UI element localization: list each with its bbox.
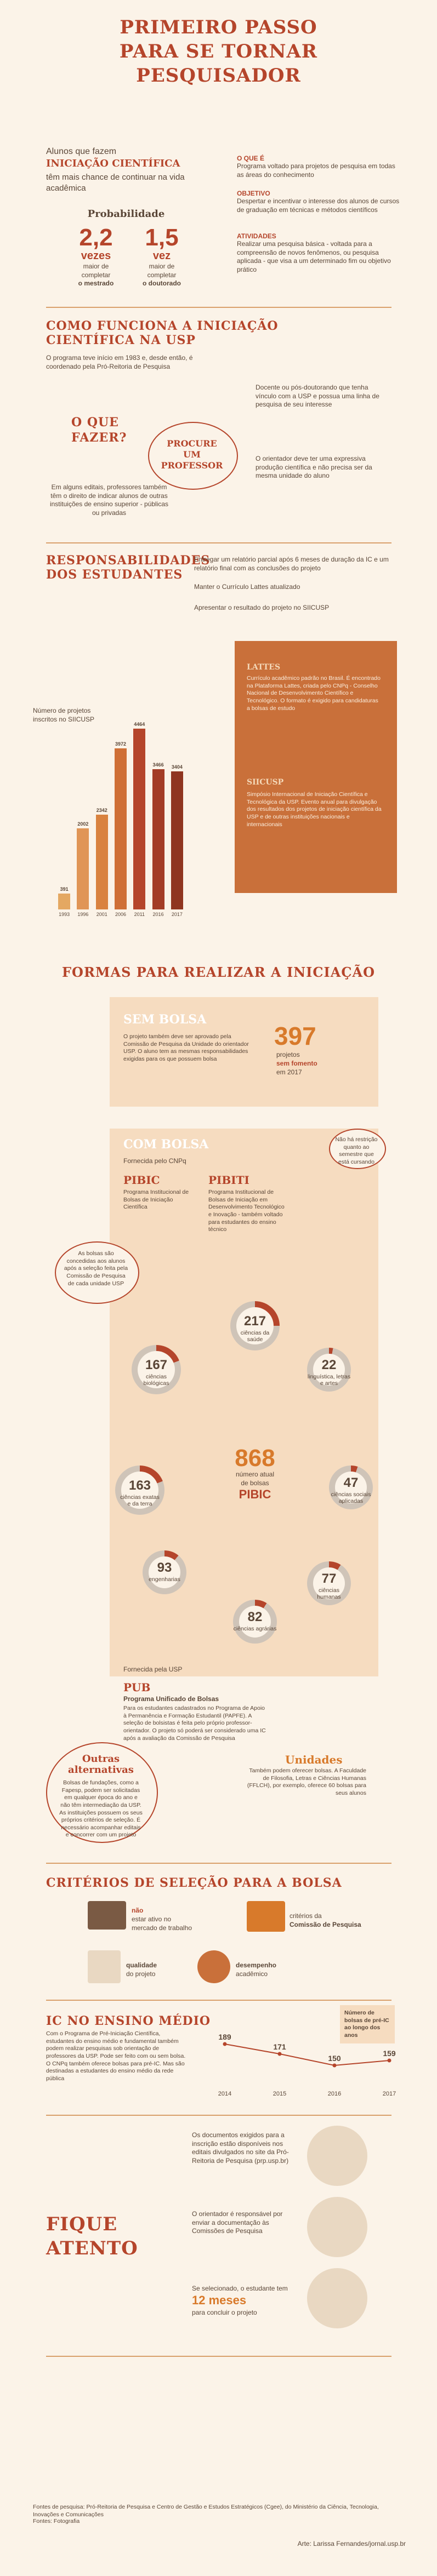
center-stat — [219, 1446, 291, 1502]
activities-block — [237, 232, 401, 274]
footer-credit: Arte: Larissa Fernandes/jornal.usp.br — [297, 2540, 406, 2548]
group-icon — [247, 1901, 285, 1932]
activities-text: Realizar uma pesquisa básica - voltada para a compreensão de novos fenômenos, ou pesquisa aplicada - que visa a um determinado fim ou objetivo prático — [237, 240, 391, 273]
donut-label-6 — [233, 1610, 277, 1632]
line-value-2016: 150 — [328, 2054, 341, 2063]
donut-label-0 — [233, 1314, 277, 1343]
how-title-2: CIENTÍFICA NA USP — [46, 333, 196, 347]
tip-1: Os documentos exigidos para a inscrição estão disponíveis nos editais divulgados no site da Pró-Reitoria de Pesquisa (prp.usp.br) — [192, 2131, 289, 2165]
bar-chart — [55, 707, 186, 909]
tip-3b: 12 meses — [192, 2293, 247, 2307]
document-icon — [307, 2126, 367, 2186]
phd-value: 1,5 — [145, 224, 179, 251]
divider — [46, 542, 391, 543]
bar-year-1993: 1993 — [59, 912, 70, 917]
no-grant-text: O projeto também deve ser aprovado pela Comissão de Pesquisa da Unidade do orientador USP. O aluno tem as mesmas responsabilidades exigidas para os que possuem bolsa — [123, 1033, 249, 1062]
pibiti-text: Programa Institucional de Bolsas de Iniciação em Desenvolvimento Tecnológico e Inovação - também voltado para estudantes do ensino técnico — [208, 1189, 285, 1233]
no-grant-l2: sem fomento — [276, 1060, 317, 1067]
no-grant-num: 397 — [274, 1022, 316, 1050]
hs-legend: Número de bolsas de pré-IC ao longo dos anos — [344, 2010, 389, 2039]
line-value-2017: 159 — [383, 2049, 396, 2058]
goal-title: OBJETIVO — [237, 190, 270, 197]
goal-block — [237, 190, 401, 214]
criteria-4b: acadêmico — [236, 1970, 268, 1978]
criteria-title: CRITÉRIOS DE SELEÇÃO PARA A BOLSA — [46, 1876, 342, 1890]
pibic-text: Programa Institucional de Bolsas de Iniciação Científica — [123, 1189, 189, 1211]
criteria-4a: desempenho — [236, 1961, 277, 1969]
trophy-icon — [197, 1950, 230, 1983]
other-title-1: Outras — [82, 1753, 120, 1765]
bar-year-2001: 2001 — [96, 912, 107, 917]
what-title: O QUE É — [237, 154, 265, 162]
checklist-icon — [88, 1950, 121, 1983]
criteria-1b: estar ativo no — [132, 1915, 172, 1923]
pub-sub: Programa Unificado de Bolsas — [123, 1695, 219, 1703]
criteria-1c: mercado de trabalho — [132, 1924, 192, 1932]
line-value-2014: 189 — [218, 2033, 231, 2041]
donut-category-3: ciências exatas e da terra — [120, 1493, 160, 1508]
line-value-2015: 171 — [273, 2042, 286, 2051]
donut-value-5: 93 — [157, 1560, 172, 1575]
divider — [46, 307, 391, 308]
footer-sources-2: Fontes: Fotografia — [33, 2518, 80, 2525]
activities-title: ATIVIDADES — [237, 232, 276, 240]
building-icon — [307, 2197, 367, 2257]
other-text: Bolsas de fundações, como a Fapesp, podem ser solicitadas em qualquer época do ano e não têm intermediação da USP. As instituições possuem os seus próprios critérios de seleção. É necessário acompanhar editais e concorrer com um projeto — [59, 1779, 143, 1839]
divider — [46, 2356, 391, 2357]
bar-year-1996: 1996 — [77, 912, 89, 917]
criteria-2a: critérios da — [290, 1912, 322, 1920]
units-title: Unidades — [285, 1753, 343, 1766]
line-year-2014: 2014 — [218, 2091, 232, 2097]
bar-value-2011: 4464 — [134, 722, 145, 728]
donut-value-1: 167 — [145, 1358, 168, 1372]
no-grant-title: SEM BOLSA — [123, 1012, 207, 1027]
students-highlight: INICIAÇÃO CIENTÍFICA — [46, 158, 180, 169]
forms-title: FORMAS PARA REALIZAR A INICIAÇÃO — [62, 964, 375, 980]
divider — [46, 2000, 391, 2001]
phd-desc-2: completar — [147, 271, 177, 279]
lattes-text: Currículo acadêmico padrão no Brasil. É encontrado na Plataforma Lattes, criada pelo CNPq - Conselho Nacional de Desenvolvimento Científico e Tecnológico. O formato é exigido para candidaturas a bolsas de estudo — [247, 675, 381, 712]
master-desc-1: maior de — [83, 262, 109, 270]
resp-item-2: Manter o Currículo Lattes atualizado — [194, 583, 300, 591]
divider — [46, 2115, 391, 2116]
title-line-2: PARA SE TORNAR — [119, 41, 318, 62]
master-desc-3: o mestrado — [78, 279, 114, 288]
bubble-left-text: As bolsas são concedidas aos alunos após a seleção feita pela Comissão de Pesquisa de cada unidade USP — [64, 1250, 128, 1287]
resp-item-3: Apresentar o resultado do projeto no SIICUSP — [194, 604, 330, 611]
resp-title-1: RESPONSABILIDADES — [46, 553, 211, 568]
students-text-1: Alunos que fazem — [46, 147, 117, 156]
line-year-2017: 2017 — [382, 2091, 396, 2097]
phd-desc-1: maior de — [149, 262, 175, 270]
usp-note: Fornecida pela USP — [123, 1665, 183, 1673]
footer-sources: Fontes de pesquisa: Pró-Reitoria de Pesquisa e Centro de Gestão e Estudos Estratégicos (Cgee), do Ministério da Ciência, Tecnologia, Inovações e Comunicações — [33, 2504, 379, 2518]
title-line-1: PRIMEIRO PASSO — [120, 16, 317, 38]
donut-value-7: 77 — [321, 1571, 337, 1586]
center-l3: PIBIC — [239, 1487, 271, 1502]
briefcase-icon — [88, 1901, 126, 1930]
bar-year-2006: 2006 — [115, 912, 126, 917]
center-l1: número atual — [235, 1470, 275, 1478]
line-point-2015 — [278, 2052, 282, 2056]
other-title-2: alternativas — [68, 1764, 134, 1776]
bar-year-2017: 2017 — [171, 912, 183, 917]
donut-category-1: ciências biológicas — [143, 1373, 169, 1387]
criteria-2b: Comissão de Pesquisa — [290, 1921, 361, 1928]
resp-title-2: DOS ESTUDANTES — [46, 568, 183, 582]
grant-title: COM BOLSA — [123, 1137, 209, 1152]
master-value: 2,2 — [79, 224, 113, 251]
line-point-2014 — [223, 2042, 227, 2046]
tip-3c: para concluir o projeto — [192, 2309, 257, 2316]
criteria-3a: qualidade — [126, 1961, 157, 1969]
donut-category-2: linguística, letras e artes — [307, 1373, 351, 1387]
what-do-2: FAZER? — [71, 431, 127, 445]
donut-category-7: ciências humanas — [317, 1587, 341, 1601]
how-right-bottom: O orientador deve ter uma expressiva produção científica e não precisa ser da mesma unidade do aluno — [256, 455, 372, 480]
pibic-title: PIBIC — [123, 1173, 160, 1187]
donut-value-2: 22 — [321, 1358, 337, 1372]
tip-3a: Se selecionado, o estudante tem — [192, 2285, 288, 2292]
bar-value-2016: 3466 — [152, 762, 164, 768]
donut-category-4: ciências sociais aplicadas — [331, 1491, 371, 1505]
criteria-3b: do projeto — [126, 1970, 156, 1978]
tips-title-1: FIQUE — [46, 2213, 118, 2235]
no-restriction: Não há restrição quanto ao semestre que está cursando — [335, 1136, 378, 1165]
bar-chart-x-axis — [55, 912, 186, 920]
line-point-2017 — [388, 2059, 391, 2063]
title-line-3: PESQUISADOR — [136, 65, 301, 87]
donut-label-7 — [307, 1571, 351, 1601]
bar-value-1996: 2002 — [77, 821, 89, 827]
phd-unit: vez — [152, 250, 171, 262]
donut-label-3 — [118, 1478, 162, 1508]
line-year-2015: 2015 — [273, 2091, 287, 2097]
bar-1996 — [77, 828, 89, 909]
search-1: PROCURE — [167, 438, 217, 449]
resp-item-1: Entregar um relatório parcial após 6 meses de duração da IC e um relatório final com as conclusões do projeto — [194, 556, 389, 572]
bar-value-2006: 3972 — [115, 741, 126, 747]
bar-year-2016: 2016 — [152, 912, 164, 917]
chart-label-2: inscritos no SIICUSP — [33, 715, 95, 723]
line-year-2016: 2016 — [327, 2091, 342, 2097]
tips-title-2: ATENTO — [46, 2237, 138, 2259]
calendar-icon — [307, 2268, 367, 2328]
tip-2: O orientador é responsável por enviar a documentação às Comissões de Pesquisa — [192, 2210, 283, 2235]
lattes-title: LATTES — [247, 663, 281, 672]
how-text: O programa teve início em 1983 e, desde então, é coordenado pela Pró-Reitoria de Pesquisa — [46, 354, 193, 370]
pub-text: Para os estudantes cadastrados no Programa de Apoio à Permanência e Formação Estudantil (PAPFE). A seleção de bolsistas é feita pelo próprio professor-orientador. O projeto só poderá ser considerado uma IC após a avaliação da Comissão de Pesquisa — [123, 1705, 266, 1742]
criteria-1a: não — [132, 1907, 144, 1914]
siicusp-text: Simpósio Internacional de Iniciação Científica e Tecnológica da USP. Evento anual para divulgação dos resultados dos projetos de iniciação científica da USP e de outras instituições nacionais e internacionais — [247, 791, 382, 828]
pibiti-title: PIBITI — [208, 1173, 249, 1187]
master-unit: vezes — [81, 250, 111, 262]
how-title-1: COMO FUNCIONA A INICIAÇÃO — [46, 319, 279, 333]
search-3: PROFESSOR — [161, 460, 223, 471]
how-left-note: Em alguns editais, professores também têm o direito de indicar alunos de outras instituições de ensino superior - públicas ou privadas — [49, 483, 169, 517]
bar-value-2017: 3404 — [171, 764, 183, 770]
donut-category-0: ciências da saúde — [240, 1329, 270, 1343]
phd-stat — [132, 226, 192, 288]
donut-value-0: 217 — [243, 1314, 266, 1329]
probability-label: Probabilidade — [87, 208, 165, 220]
master-stat — [66, 226, 126, 288]
what-block — [237, 154, 401, 179]
donut-category-6: ciências agrárias — [233, 1625, 277, 1632]
how-right-top: Docente ou pós-doutorando que tenha vínculo com a USP e possua uma linha de pesquisa de seu interesse — [256, 383, 379, 409]
bar-year-2011: 2011 — [134, 912, 145, 917]
hs-text: Com o Programa de Pré-Iniciação Científica, estudantes do ensino médio e fundamental também podem realizar pesquisas sob orientação de professores da USP. Pode ser feito com ou sem bolsa. O CNPq também oferece bolsas para pré-IC. Mas são destinadas a estudantes do ensino médio da rede pública — [46, 2030, 186, 2082]
bar-value-2001: 2342 — [96, 807, 107, 813]
students-text-2: têm mais chance de continuar na vida acadêmica — [46, 173, 185, 193]
bar-2006 — [115, 748, 127, 909]
bar-2017 — [171, 771, 183, 909]
line-chart — [214, 2027, 400, 2104]
bar-value-1993: 391 — [60, 886, 69, 892]
line-series — [225, 2044, 389, 2065]
bar-2001 — [96, 815, 108, 909]
siicusp-title: SIICUSP — [247, 778, 284, 787]
donut-value-3: 163 — [128, 1478, 151, 1493]
what-text: Programa voltado para projetos de pesquisa em todas as áreas do conhecimento — [237, 162, 395, 179]
hs-title: IC NO ENSINO MÉDIO — [46, 2014, 211, 2028]
center-l2: de bolsas — [241, 1479, 269, 1487]
search-2: UM — [183, 449, 201, 460]
goal-text: Despertar e incentivar o interesse dos alunos de cursos de graduação em técnicas e métodos científicos — [237, 197, 400, 214]
line-point-2016 — [333, 2064, 337, 2068]
bar-2011 — [133, 729, 145, 909]
bar-2016 — [152, 769, 164, 909]
units-text: Também podem oferecer bolsas. A Faculdade de Filosofia, Letras e Ciências Humanas (FFLCH), por exemplo, oferece 60 bolsas para seus alunos — [247, 1767, 366, 1796]
no-grant-l3: em 2017 — [276, 1068, 302, 1076]
donut-category-5: engenharias — [149, 1576, 180, 1583]
what-do-1: O QUE — [71, 415, 119, 430]
donut-label-4 — [329, 1475, 373, 1505]
donut-label-1 — [134, 1358, 178, 1387]
donut-value-4: 47 — [343, 1475, 359, 1490]
master-desc-2: completar — [81, 271, 111, 279]
donut-value-6: 82 — [247, 1610, 263, 1624]
no-grant-l1: projetos — [276, 1051, 300, 1058]
phd-desc-3: o doutorado — [143, 279, 181, 288]
donut-label-5 — [143, 1560, 186, 1583]
center-num: 868 — [235, 1445, 275, 1472]
divider — [46, 1863, 391, 1864]
chart-label-1: Número de projetos — [33, 707, 91, 714]
donut-label-2 — [307, 1358, 351, 1387]
pub-title: PUB — [123, 1681, 151, 1694]
bar-1993 — [58, 894, 70, 909]
cnpq-note: Fornecida pelo CNPq — [123, 1157, 186, 1165]
